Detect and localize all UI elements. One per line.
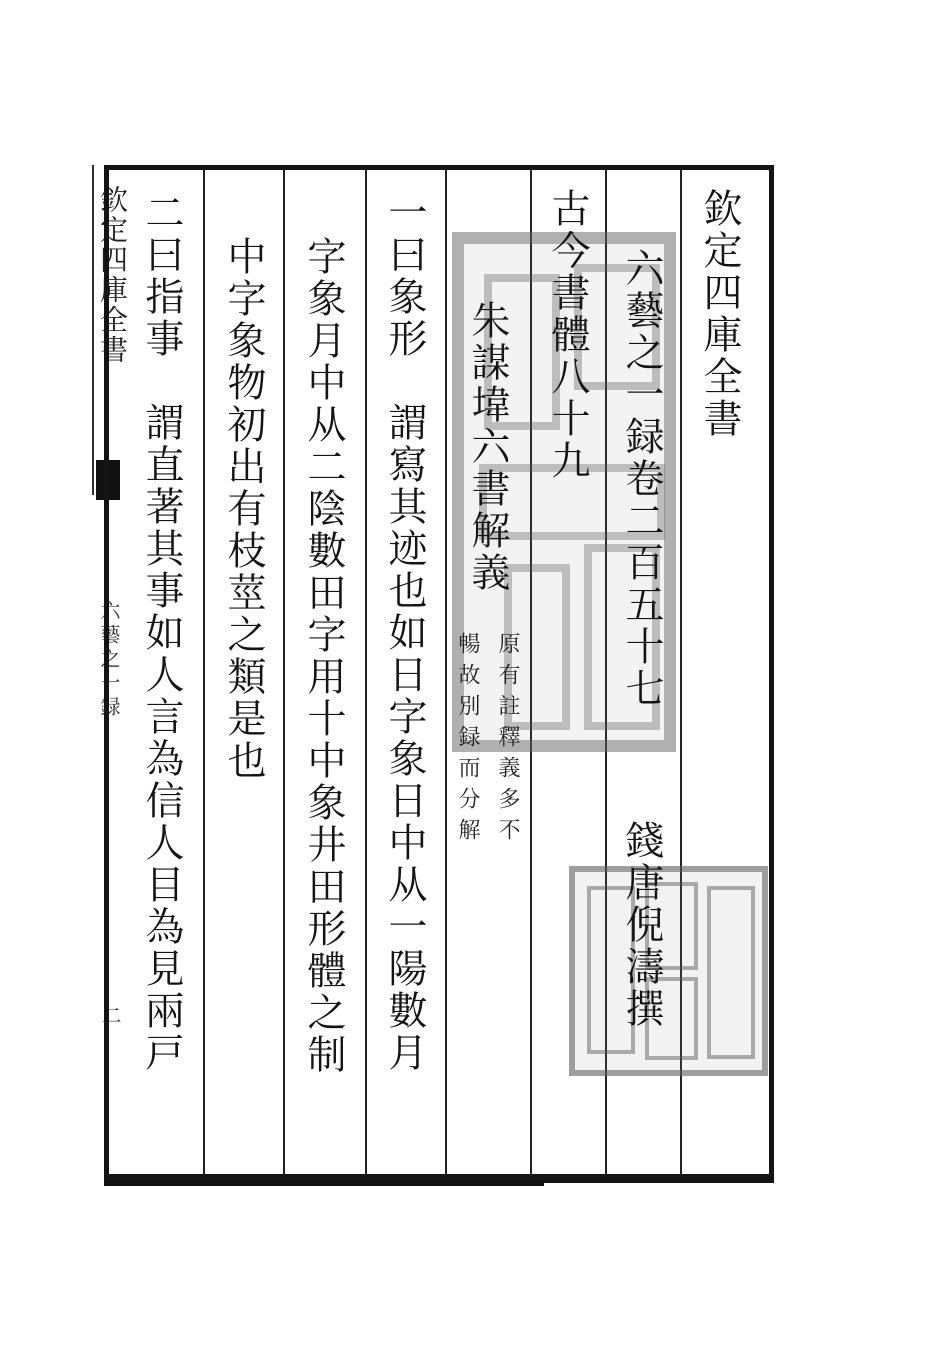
- text-column-1: 一曰象形 謂寫其迹也如日字象日中从一陽數月: [382, 192, 427, 1074]
- column-rule: [365, 170, 367, 1175]
- column-rule: [283, 170, 285, 1175]
- volume-heading-column: 六藝之一録卷二百五十七: [619, 248, 664, 710]
- spine-title: 欽定四庫全書: [96, 185, 129, 365]
- entry-title-column: 朱謀㙔六書解義: [465, 300, 510, 594]
- book-title-column: 欽定四庫全書: [697, 188, 742, 440]
- text-column-4: 二曰指事 謂直著其事如人言為信人目為見兩戸: [139, 192, 184, 1074]
- spine-chapter: 六藝之一録: [97, 600, 121, 720]
- annotation-line-2: 暢故別録而分解: [455, 632, 480, 849]
- column-rule: [445, 170, 447, 1175]
- section-heading-column: 古今書體八十九: [545, 188, 590, 482]
- bottom-rule: [104, 1180, 544, 1186]
- seal-stamp-small: [569, 866, 768, 1076]
- annotation-line-1: 原有註釋義多不: [495, 632, 520, 849]
- text-column-3: 中字象物初出有枝莖之類是也: [221, 236, 266, 782]
- author-line: 錢唐倪濤撰: [619, 820, 664, 1030]
- text-column-2: 字象月中从二陰數田字用十中象井田形體之制: [301, 236, 346, 1076]
- spine-page-number: 二: [98, 1005, 122, 1025]
- column-rule: [203, 170, 205, 1175]
